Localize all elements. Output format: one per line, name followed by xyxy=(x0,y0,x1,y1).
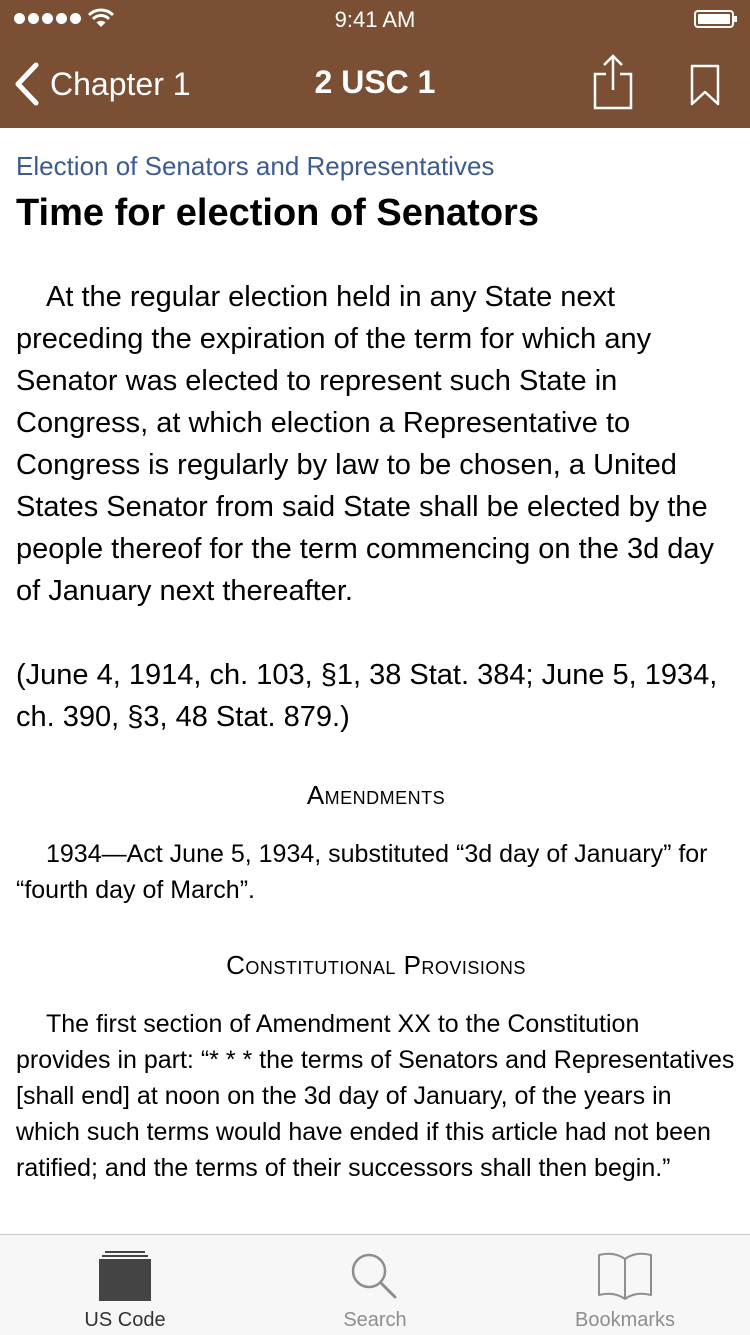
section-title: Time for election of Senators xyxy=(16,192,539,234)
tab-bookmarks[interactable] xyxy=(500,1235,750,1335)
tab-search[interactable] xyxy=(250,1235,500,1335)
tab-us-code[interactable] xyxy=(0,1235,250,1335)
tab-us-code-label: US Code xyxy=(84,1309,166,1331)
constitutional-provisions-heading: Constitutional Provisions xyxy=(226,950,526,980)
battery-icon xyxy=(694,10,738,28)
amendment-note: 1934—Act June 5, 1934, substituted “3d day of January” for “fourth day of March”. xyxy=(16,840,708,904)
constitutional-provisions-note: The first section of Amendment XX to the Constitution provides in part: “* * * the terms of Senators and Representatives [shall end] at noon on the 3d day of January, of the years in which such terms would have ended if this article had not been ratified; and the terms of their successors shall then begin.” xyxy=(16,1010,735,1182)
chevron-left-icon xyxy=(14,62,40,106)
section-content xyxy=(16,128,736,1234)
tab-bar xyxy=(0,1234,750,1335)
search-icon xyxy=(345,1249,405,1303)
tab-bookmarks-label: Bookmarks xyxy=(574,1309,676,1331)
section-citation: (June 4, 1914, ch. 103, §1, 38 Stat. 384; June 5, 1934, ch. 390, §3, 48 Stat. 879.) xyxy=(16,659,718,733)
open-book-icon xyxy=(595,1249,655,1303)
back-button[interactable] xyxy=(14,62,191,106)
tab-search-label: Search xyxy=(343,1309,407,1331)
navigation-bar xyxy=(0,40,750,128)
share-icon[interactable] xyxy=(592,54,634,110)
status-bar xyxy=(0,0,750,40)
amendments-heading: Amendments xyxy=(306,780,446,810)
bookmark-icon[interactable] xyxy=(690,64,720,106)
section-body: At the regular election held in any State next preceding the expiration of the term for which any Senator was elected to represent such State in Congress, at which election a Representative to Congress is regularly by law to be chosen, a United States Senator from said State shall be elected by the people thereof for the term commencing on the 3d day of January next thereafter. xyxy=(16,281,715,607)
page-title: 2 USC 1 xyxy=(314,64,436,100)
back-button-label: Chapter 1 xyxy=(50,65,191,102)
header xyxy=(0,0,750,128)
book-stack-icon xyxy=(95,1249,155,1303)
category-link[interactable]: Election of Senators and Representatives xyxy=(16,151,495,181)
status-time: 9:41 AM xyxy=(334,7,416,32)
